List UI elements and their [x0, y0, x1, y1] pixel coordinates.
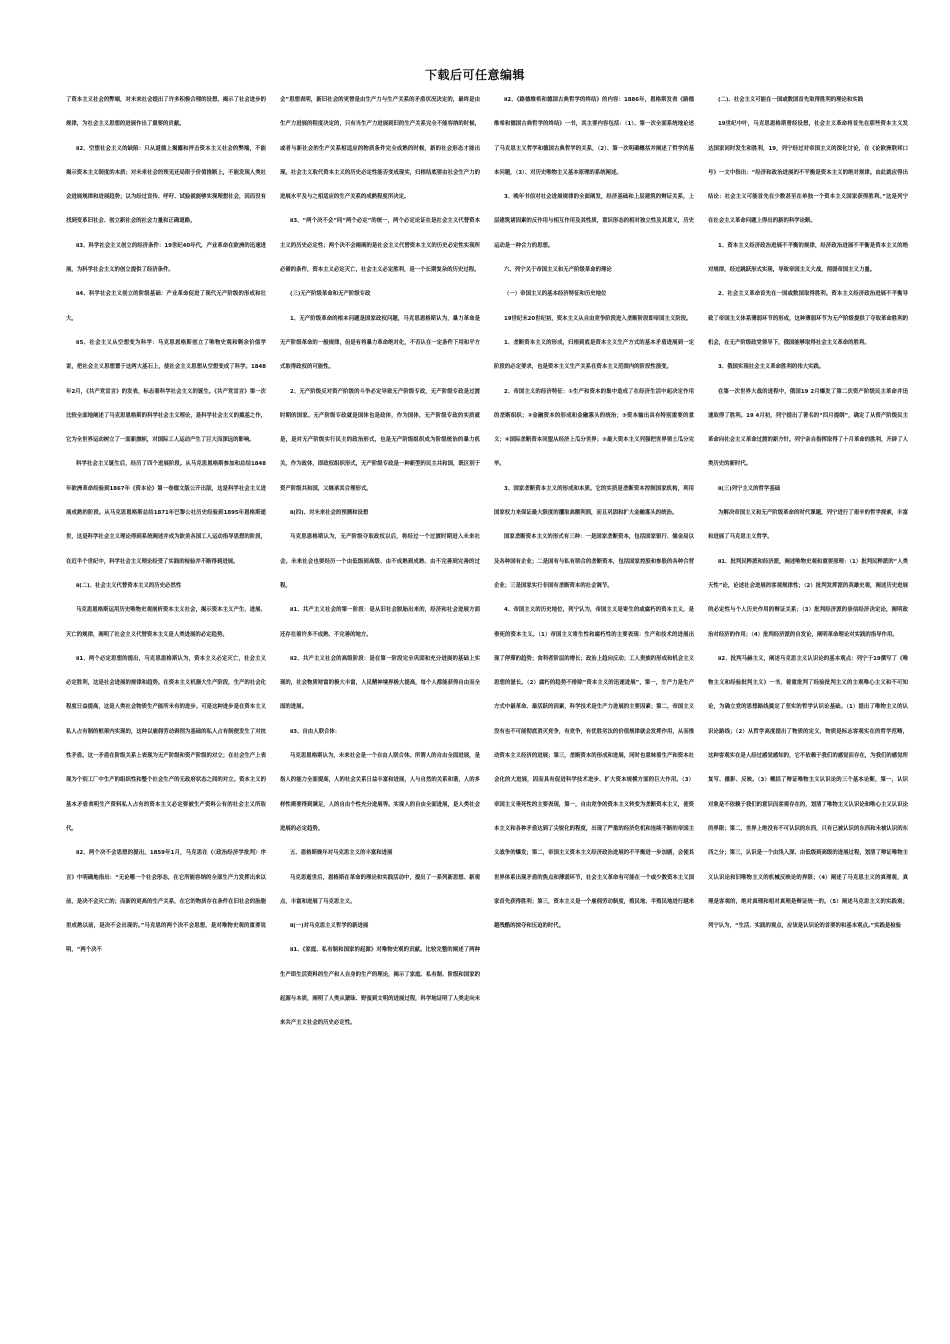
paragraph: 马克思恩格斯认为，未来社会是一个自由人联合体。所谓人的自由全面进展，是指人的能力全面提高，人的社会关系日益丰富和进展，人与自然的关系和谐，人的多样性需要得到满足，人的自由个性充分进展等。实现人的自由全面进展，是人类社会进展的必定趋势。 [280, 753, 480, 832]
paragraph: ⅱ1、批判民粹派和经济派，阐述唯物史观和重要原理：（1）批判民粹派的“人类天性”论，论述社会进展的客观规律性；（2）批判发挥派的英雄史观，阐述历史进展的必定性与个人历史作用的辩证关系；（3）批判经济派的崇信经济决定论，阐明政治对经济的作用；（4）批判经济派的自发论，阐明革命理论对实践的指导作用。 [708, 558, 908, 638]
text-column-2 [280, 88, 480, 1328]
paragraph: 2、无产阶级反对资产阶级的斗争必定导致无产阶级专政，无产阶级专政是过渡时期的国家。无产阶级专政就是国体也是政体，作为国体，无产阶级专政的实质就是，是对无产阶级实行民主的政治形式，也是无产阶级组织成为阶级统治的暴力机关。作为政体，即政权组织形式，无产阶级专政是一种新型的民主共和国，既区别于资产阶级共和国，又继承其合理形式。 [280, 388, 480, 492]
paragraph: 马克思恩格斯运用历史唯物史观剖析资本主义社会，揭示资本主义产生、进展、灭亡的规律，阐明了社会主义代替资本主义是人类进展的必定趋势。 [66, 607, 266, 638]
paragraph: 马克思逝世后，恩格斯在革命的理论和实践活动中，提出了一系列新思想、新观点，丰富和进展了马克思主义。 [280, 874, 480, 905]
paragraph: ⅱ4、科学社会主义创立的阶级基础：产业革命促进了现代无产阶级的形成和壮大。 [66, 291, 266, 322]
paragraph: ⅱ2、共产主义社会的高级阶段：是在第一阶段完全巩固和充分进展的基础上实现的，社会物质财富的极大丰富，人民精神境界极大提高，每个人都能获得自由而全面的进展。 [280, 655, 480, 711]
text-column-4 [708, 88, 908, 1328]
paragraph: 会”思想表明，新旧社会的更替是由生产力与生产关系的矛盾状况决定的，最终是由生产力进展的程度决定的，只有当生产力进展到旧的生产关系完全不能容纳的时候，或者与新社会的生产关系相适应的物质条件完全成熟的时候，新的社会形态才能出现。社会主义取代资本主义的历史必定性能否变成现实，归根结底要由社会生产力的进展水平及与之相适应的生产关系的成熟程度所决定。 [280, 97, 480, 201]
paragraph: (二)、社会主义可能在一国或数国首先取得胜利的理论和实践 [718, 97, 864, 103]
paragraph: ⅱ(三)列宁主义的哲学基础 [718, 485, 781, 492]
paragraph: ⅱ3、自由人联合体： [290, 728, 341, 735]
text-column-3 [494, 88, 694, 1328]
paragraph: （一）帝国主义的基本经济特征和历史地位 [504, 291, 607, 298]
paragraph: ⅱ5、社会主义从空想变为科学：马克思恩格斯创立了唯物史观和剩余价值学说，把社会主义思想置于这两大基石上，使社会主义思想从空想变成了科学。1848年2月，《共产党宣言》的发表，标志着科学社会主义的诞生。《共产党宣言》第一次比较全面地阐述了马克思恩格斯的科学社会主义理论，是科学社会主义的奠基之作，它为全世界运动树立了一面新旗帜，对国际工人运动产生了巨大而深远的影响。 [66, 339, 266, 444]
paragraph: 为解决帝国主义和无产阶级革命的时代课题，列宁进行了艰辛的哲学探索，丰富和进展了马克思主义哲学。 [708, 510, 908, 541]
paragraph: ⅱ1、《家庭、私有制和国家的起源》对唯物史观的贡献。比较完整的阐述了两种生产即生活资料的生产和人自身的生产的理论，揭示了家庭、私有制、阶级和国家的起源与本质，阐明了人类从蒙昧、野蛮到文明的进展过程，科学地证明了人类走向未来共产主义社会的历史必定性。 [280, 947, 480, 1027]
paragraph: 五、恩格斯晚年对马克思主义的丰富和进展 [290, 850, 393, 857]
paragraph: 科学社会主义诞生后，经历了四个进展阶段。从马克思恩格斯参加和总结1848年欧洲革命经验到1867年《资本论》第一卷德文版公开出版，这是科学社会主义进展成熟的阶段。从马克思恩格斯总结1871年巴黎公社历史经验到1895年恩格斯逝世，这是科学社会主义理论得到系统阐述并成为欧美各国工人运动指导思想的阶段，在近半个世纪中，科学社会主义理论经受了实践的检验并不断得到进展。 [66, 461, 266, 565]
paragraph: ⅱ1、共产主义社会的第一阶段：是从旧社会脱胎出来的，经济和社会进展方面还存在着许多不成熟、不完善的地方。 [280, 607, 480, 638]
paragraph: 马克思恩格斯认为，无产阶级夺取政权以后，将经过一个过渡时期进入未来社会。未来社会也要经历一个由低级到高级、由不成熟到成熟、由不完善到完善的过程。 [280, 534, 480, 589]
paragraph: ⅱ1、两个必定思想的提出，马克思恩格斯认为，资本主义必定灭亡，社会主义必定胜利，这是社会进展的规律和趋势。在资本主义机器大生产阶段，生产的社会化程度日益提高，这是人类社会物质生产能所未有的进步。可是这种进步是在资本主义私人占有制的框架内实现的，这种以雇佣劳动剥削为基础的私人占有制便发生了对抗性矛盾。这一矛盾在阶级关系上表现为无产阶级和资产阶级的对立；在社会生产上表现为个别工厂中生产的组织性和整个社会生产的无政府状态之间的对立。资本主义的基本矛盾表明生产资料私人占有的资本主义必定要被生产资料公有的社会主义所取代。 [66, 655, 266, 832]
text-column-1 [66, 88, 266, 1328]
paragraph: ⅱ(四)、对未来社会的预测和设想 [290, 510, 369, 517]
paragraph: ⅱ3、“两个决不会”同“两个必定”的统一，两个必定论证在是社会主义代替资本主义的历史必定性；两个决不会揭阐的是社会主义代替资本主义的历史必定性实现所必需的条件，资本主义必定灭亡，社会主义必定胜利，是一个长期复杂的历史过程。 [280, 218, 480, 274]
paragraph: 2、社会主义革命首先在一国或数国取得胜利。资本主义经济政治进展不平衡导致了帝国主义体系薄弱环节的形成，这种薄弱环节为无产阶级提供了夺取革命胜利的机会，在无产阶级政党领导下，俄国能够取得社会主义革命的胜利。 [708, 291, 908, 346]
paragraph: 3、俄国实现社会主义革命胜利的伟大实践。 [718, 364, 825, 371]
paragraph: 3、国家垄断资本主义的形成和本质。它的实质是垄断资本控制国家机构，利用国家权力来保证最大限度的攫取高额利润，而且巩固和扩大金融寡头的统治。 [494, 485, 694, 517]
paragraph: 六、列宁关于帝国主义和无产阶级革命的理论 [504, 267, 612, 274]
paragraph: 了资本主义社会的弊端，对未来社会提出了许多积极合理的设想，揭示了社会进步的规律，为社会主义思想的进展作出了重要的贡献。 [66, 97, 266, 128]
paragraph: ⅱ3、科学社会主义创立的经济条件：19世纪40年代，产业革命在欧洲的迅速进展，为科学社会主义的创立提供了经济条件。 [66, 242, 266, 274]
paragraph: (三)无产阶级革命和无产阶级专政 [290, 291, 371, 298]
paragraph: ⅱ(二)、社会主义代替资本主义的历史必然性 [76, 582, 182, 589]
paragraph: 国家垄断资本主义的形式有三种：一是国家垄断资本，包括国家银行、储金局以及各种国有企业；二是国有与私有联合的垄断资本，包括国家控股和参股的各种合营企业；三是国家实行非国有垄断资本的社会调节。 [494, 534, 694, 589]
paragraph: 2、帝国主义的经济特征：①生产和资本的集中造成了在经济生活中起决定作用的垄断组织；②金融资本的形成和金融寡头的统治；③资本输出具有特别重要的意义；④国际垄断资本同盟从经济上瓜分世界；⑤最大资本主义列强把世界领土瓜分完毕。 [494, 388, 694, 468]
paragraph: 19世纪中叶，马克思恩格斯曾经设想，社会主义革命将首先在那些资本主义发达国家同时发生和胜利，19，列宁经过对帝国主义的深化讨论，在《论欧洲联邦口号》一文中指出：“经济和政治进展的不平衡是资本主义的绝对规律。由此就应得出结论：社会主义可能首先在少数甚至在单独一个资本主义国家获得胜利。”这是列宁在社会主义革命问题上得出的新的科学论断。 [708, 121, 908, 225]
paragraph: 19世纪末20世纪初，资本主义从自由竞争阶段进入垄断阶段即帝国主义阶段。 [504, 315, 692, 322]
paragraph: ⅱ2、《路德维希和德国古典哲学的终结》的内容：1886年，恩格斯发表《路德维希和德国古典哲学的终结》一书，其主要内容包括：（1）、第一次全面系统地论述了马克思主义哲学和德国古典哲学的关系，（2）、第一次明确概括并阐述了哲学的基本问题，（3）、对历史唯物主义基本原理的系统阐述。 [494, 97, 694, 176]
paragraph: 1、资本主义经济政治进展不平衡的规律，经济政治进展不平衡是资本主义的绝对规律，经过跳跃形式实现，导致帝国主义大战，削弱帝国主义力量。 [708, 242, 908, 274]
paragraph: ⅱ2、两个决不会思想的提出，1859年1月，马克思在《〈政治经济学批判〉序言》中明确地指出：“无论哪一个社会形态，在它所能容纳的全部生产力发挥出来以前，是决不会灭亡的；而新的更高的生产关系，在它的物质存在条件在旧社会的胎胞里成熟以前，是决不会出现的。”马克思的两个决不会思想，是对唯物史观的重要说明，“两个决不 [66, 850, 266, 954]
paragraph: ⅱ2、批判马赫主义，阐述马克思主义认识论的基本观点：列宁于19撰写了《唯物主义和经验批判主义》一书，着重批判了经验批判主义的主观唯心主义和不可知论，为确立党的思想路线奠定了坚实的哲学认识论基础。（1）提出了唯物主义的认识论路线；（2）从哲学高度提出了物质的定义，物质是标志客观实在的哲学范畴，这种客观实在是人经过感觉感知的，它不依赖于我们的感觉而存在，为我们的感觉所复写、摄影、反映。（3）概括了辩证唯物主义认识论的三个基本论断，第一，认识对象是不依赖于我们的意识而客观存在的，划清了唯物主义认识论和唯心主义认识论的界限；第二，世界上绝没有不可认识的东西，只有已被认识的东西和未被认识的东西之分；第三，认识是一个由浅入深、由低级到高级的进展过程，划清了辩证唯物主义认识论和旧唯物主义的机械反映论的界限；（4）阐述了马克思主义的真理观，真理是客观的，绝对真理和相对真理是辩证统一的。（5）阐述马克思主义的实践观；列宁认为，“生活、实践的观点，应该是认识论的首要的和基本观点。”实践是检验 [708, 655, 908, 930]
page-title: 下载后可任意编辑 [424, 68, 525, 82]
paragraph: 3、晚年书信对社会进展规律的全面阐发，经济基础和上层建筑的辩证关系，上层建筑诸因素的反作用与相互作用及其性质，意识形态的相对独立性及其意义，历史运动是一种合力的思想。 [494, 194, 694, 249]
paragraph: 4、帝国主义的历史地位，列宁认为，帝国主义是寄生的或腐朽的资本主义，是垂死的资本主义。（1）帝国主义寄生性和腐朽性的主要表现：生产和技术的进展出现了停滞的趋势；食利者阶层的增长；政治上趋向反动；工人贵族的形成和机会主义思想的滋长。（2）腐朽的趋势不排除“资本主义的迅速进展”，第一，生产力是生产方式中最革命、最活跃的因素，科学技术是生产力进展的主要因素；第二，帝国主义没有也不可能彻底消灭竞争，有竞争，有优胜劣汰的价值规律就会发挥作用，从而推动资本主义经济的进展；第三，垄断资本的形成和进展，同时也意味着生产和资本社会化的大进展，因而具有促进科学技术进步、扩大资本规模方面的巨大作用。（3）帝国主义垂死性的主要表现，第一，自由竞争的资本主义转变为垄断资本主义，使资本主义和各种矛盾达到了尖锐化的程度，出现了严重的经济危机和连续不断的帝国主义战争的爆发；第二，帝国主义资本主义经济政治进展的不平衡进一步加剧，会使其世界体系出现矛盾的焦点和薄弱环节，社会主义革命有可能在一个或少数资本主义国家首先获得胜利；第三，资本主义是一个雇佣劳动制度，殖民地、半殖民地进行越来越残酷的掠夺和压迫的时代。 [494, 607, 694, 930]
paragraph: ⅱ2、空想社会主义的缺陷：只从道德上揭露和抨击资本主义社会的弊端，不能揭示资本主义制度的本质；对未来社会的预见还局限于价值推断上，不能发现人类社会进展规律和进展趋势；以为经过宣传、呼吁、试验就能够实现理想社会，因而没有找到变革旧社会、创立新社会的社会力量和正确道路。 [66, 145, 266, 225]
paragraph: ⅱ(一)对马克思主义哲学的新进展 [290, 923, 369, 930]
paragraph: 1、垄断资本主义的形成，归根到底是资本主义生产方式的基本矛盾进展到一定阶段的必定要求，也是资本主义生产关系在资本主义范围内的阶段性演变。 [494, 339, 694, 371]
paragraph: 在第一次世界大战的进程中，俄国19 2月爆发了第二次资产阶级民主革命并迅速取得了胜利。19 4月初，列宁提出了著名的“四月提纲”，确定了从资产阶级民主革命向社会主义革命过渡的新方针。列宁亲自指挥取得了十月革命的胜利，开辟了人类历史的新时代。 [708, 388, 908, 468]
paragraph: 1、无产阶级革命的根本问题是国家政权问题，马克思恩格斯认为，暴力革命是无产阶级革命的一般规律，但是有将暴力革命绝对化，不否认在一定条件下用和平方式取得政权的可能性。 [280, 315, 480, 371]
